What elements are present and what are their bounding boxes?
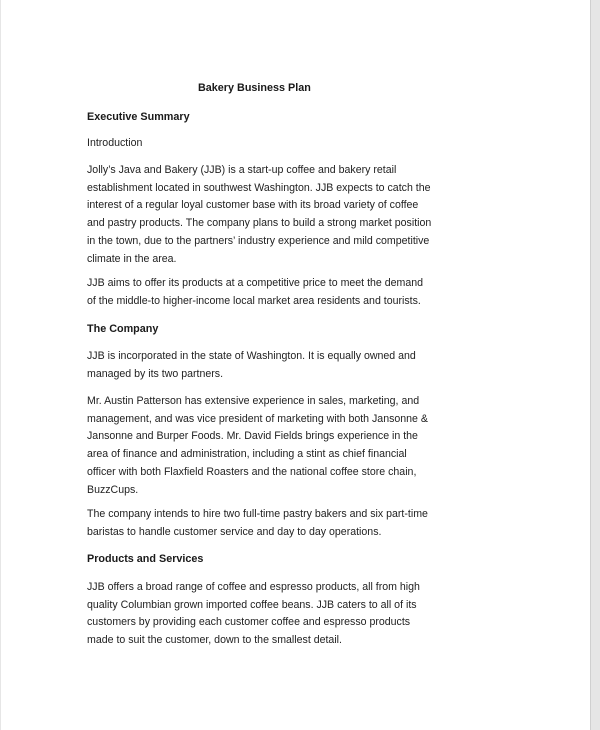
text-line: management, and was vice president of marketing with both Jansonne &	[87, 412, 428, 425]
section-heading-the-company: The Company	[87, 323, 159, 335]
section-heading-products-and-services: Products and Services	[87, 553, 204, 565]
paragraph-partners	[87, 393, 428, 499]
paragraph-aims	[87, 275, 423, 310]
text-line: BuzzCups.	[87, 483, 139, 496]
text-line: quality Columbian grown imported coffee beans. JJB caters to all of its	[87, 598, 417, 611]
text-line: JJB offers a broad range of coffee and espresso products, all from high	[87, 581, 420, 593]
section-heading-executive-summary: Executive Summary	[87, 111, 190, 123]
section-subheading-introduction: Introduction	[87, 137, 143, 149]
text-line: area of finance and administration, including a stint as chief financial	[87, 448, 407, 461]
text-line: officer with both Flaxfield Roasters and the national coffee store chain,	[87, 465, 417, 478]
text-line: Mr. Austin Patterson has extensive experience in sales, marketing, and	[87, 395, 420, 407]
paragraph-introduction	[87, 162, 431, 268]
text-line: establishment located in southwest Washington. JJB expects to catch the	[87, 181, 431, 194]
text-line: in the town, due to the partners’ industry experience and mild competitive	[87, 234, 430, 247]
text-line: The company intends to hire two full-time pastry bakers and six part-time	[87, 508, 428, 520]
text-line: made to suit the customer, down to the smallest detail.	[87, 634, 342, 647]
paragraph-products	[87, 579, 420, 650]
paragraph-incorporation	[87, 348, 416, 383]
text-line: JJB is incorporated in the state of Washington. It is equally owned and	[87, 350, 416, 362]
text-line: and pastry products. The company plans to build a strong market position	[87, 217, 432, 230]
paragraph-hiring	[87, 506, 428, 541]
text-line: Jolly’s Java and Bakery (JJB) is a start-up coffee and bakery retail	[87, 164, 397, 176]
text-line: of the middle-to higher-income local market area residents and tourists.	[87, 294, 421, 307]
text-line: Jansonne and Burper Foods. Mr. David Fields brings experience in the	[87, 430, 418, 443]
text-line: JJB aims to offer its products at a competitive price to meet the demand	[87, 277, 424, 289]
text-line: customers by providing each customer coffee and espresso products	[87, 616, 411, 629]
text-line: climate in the area.	[87, 252, 177, 265]
text-line: baristas to handle customer service and day to day operations.	[87, 525, 382, 538]
document-page	[1, 0, 591, 730]
text-line: interest of a regular loyal customer base with its broad variety of coffee	[87, 199, 419, 212]
text-line: managed by its two partners.	[87, 367, 224, 380]
document-title: Bakery Business Plan	[198, 82, 311, 94]
